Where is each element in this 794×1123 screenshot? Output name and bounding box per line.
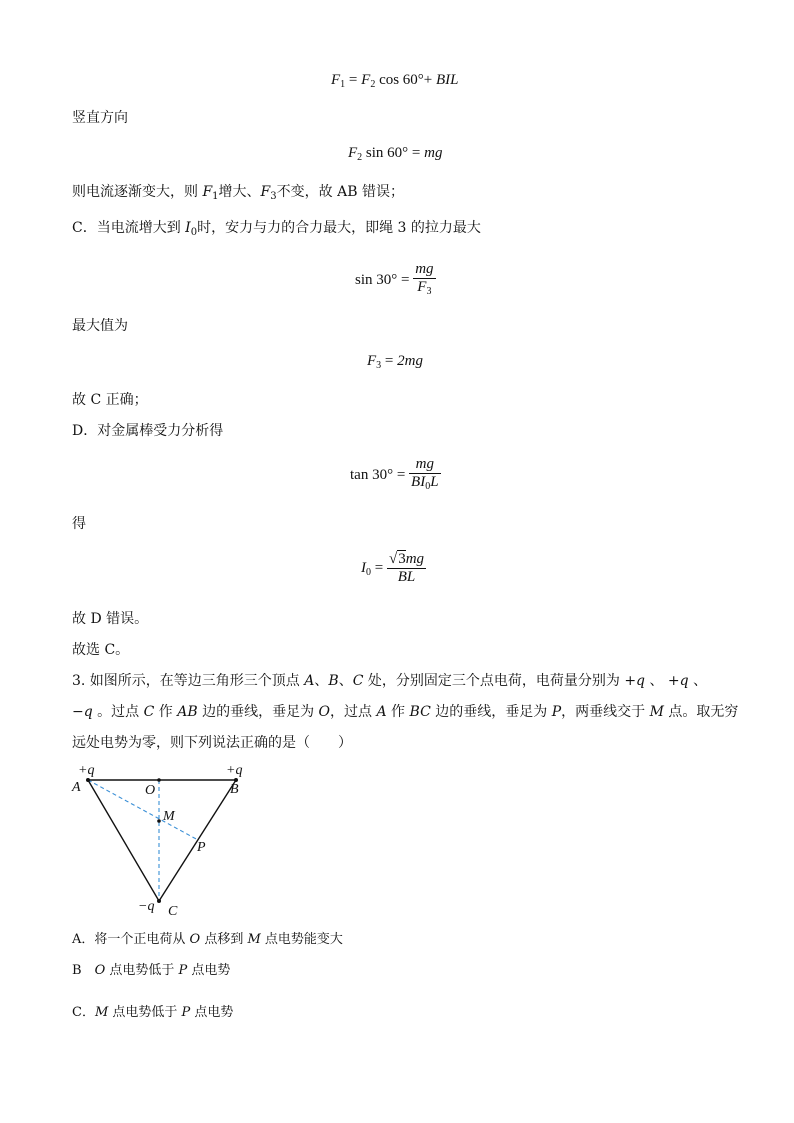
text-run: 处，分别固定三个点电荷，电荷量分别为 — [363, 673, 625, 689]
charge-label-b: +q — [226, 763, 243, 778]
symbol: P — [551, 704, 562, 720]
subscript: 3 — [270, 191, 277, 202]
symbol: O — [94, 963, 106, 978]
eq-trig: sin 30° = — [355, 271, 414, 288]
option-c — [72, 1004, 233, 1022]
symbol: F — [260, 184, 271, 200]
text-run: 边的垂线，垂足为 — [430, 704, 552, 720]
eq-trig: tan 30° = — [350, 466, 410, 483]
text-run: 点。取无穷 — [663, 704, 739, 720]
text-run: 点电势低于 — [105, 963, 179, 978]
symbol: P — [181, 1005, 191, 1020]
eq-subscript: 2 — [357, 152, 363, 163]
equation-f3-max — [367, 352, 423, 375]
side-ac — [88, 780, 159, 901]
symbol: M — [247, 932, 261, 947]
text-c-correct: 故 C 正确； — [72, 392, 148, 408]
point-label-o: O — [145, 783, 156, 798]
eq-symbol: F — [417, 279, 427, 295]
label-vertical-direction: 竖直方向 — [72, 110, 128, 126]
eq-subscript: 3 — [426, 286, 432, 297]
symbol: B — [328, 673, 339, 689]
point-o — [157, 778, 161, 782]
vertex-label-c: C — [168, 904, 178, 919]
fraction-denominator — [413, 279, 435, 300]
equation-tan30 — [350, 456, 441, 495]
paragraph-current-change — [72, 183, 404, 206]
text-run: 作 — [154, 704, 178, 720]
eq-symbol: F — [348, 145, 358, 161]
fraction — [409, 456, 441, 495]
charge-label-a: +q — [78, 763, 95, 778]
fraction — [413, 261, 435, 300]
eq-operator: = — [381, 353, 398, 369]
symbol: F — [202, 184, 213, 200]
equation-force-vertical — [348, 144, 442, 167]
subscript: 1 — [212, 191, 219, 202]
question-3-line-2 — [72, 703, 738, 721]
eq-trig: sin 60° = — [362, 145, 425, 161]
symbol: C — [143, 704, 155, 720]
symbol: M — [649, 704, 664, 720]
text-run: C． — [72, 1005, 95, 1020]
eq-symbol: F — [361, 72, 371, 88]
text-run: 、 — [338, 673, 353, 689]
question-3-line-1 — [72, 672, 707, 690]
eq-symbol: mg — [424, 145, 443, 161]
point-m — [157, 819, 161, 823]
text-run: 则电流逐渐变大，则 — [72, 184, 203, 200]
equation-i0 — [361, 551, 426, 586]
text-run: ，两垂线交于 — [561, 704, 650, 720]
eq-subscript: 0 — [425, 481, 431, 492]
eq-symbol: mg — [405, 551, 425, 567]
charge-label-c: −q — [138, 899, 155, 914]
text-run: 不变，故 AB 错误； — [276, 184, 404, 200]
symbol: M — [94, 1005, 109, 1020]
text-d-wrong: 故 D 错误。 — [72, 611, 149, 627]
paragraph-option-d-analysis: D．对金属棒受力分析得 — [72, 423, 224, 439]
triangle-figure — [68, 760, 258, 920]
text-run: 边的垂线，垂足为 — [197, 704, 319, 720]
text-run: 。过点 — [92, 704, 144, 720]
symbol: +q — [624, 673, 646, 689]
eq-subscript: 3 — [376, 360, 382, 371]
eq-symbol: F — [331, 72, 341, 88]
fraction — [387, 551, 426, 586]
question-3-line-3: 远处电势为零，则下列说法正确的是（ ） — [72, 735, 352, 751]
label-maximum-value: 最大值为 — [72, 318, 128, 334]
symbol: AB — [177, 704, 198, 720]
eq-symbol: BI — [411, 474, 426, 490]
paragraph-option-c-analysis — [72, 219, 481, 242]
fraction-denominator — [409, 474, 441, 495]
subscript: 0 — [190, 227, 198, 238]
label-obtain: 得 — [72, 516, 86, 532]
fraction-numerator: mg — [409, 456, 441, 474]
text-run: 、 — [688, 673, 708, 689]
equation-sin30 — [355, 261, 436, 300]
text-run: C．当电流增大到 — [72, 220, 186, 236]
perpendicular-ap — [88, 780, 198, 840]
symbol: O — [189, 932, 201, 947]
eq-symbol: 2mg — [397, 353, 423, 369]
eq-symbol: I — [361, 559, 366, 576]
eq-operator: = — [371, 559, 387, 576]
fraction-numerator: mg — [415, 261, 434, 277]
symbol: A — [304, 673, 315, 689]
symbol: C — [352, 673, 364, 689]
text-run: A．将一个正电荷从 — [72, 932, 190, 947]
symbol: O — [318, 704, 331, 720]
text-run: 作 — [386, 704, 410, 720]
equation-force-horizontal — [331, 71, 459, 94]
eq-trig: cos 60°+ — [375, 72, 437, 88]
sqrt-radicand: 3 — [398, 551, 406, 567]
text-run: B — [72, 963, 95, 978]
text-run: 时，安力与力的合力最大，即绳 3 的拉力最大 — [197, 220, 481, 236]
vertex-label-b: B — [230, 782, 239, 797]
text-run: 3. 如图所示，在等边三角形三个顶点 — [72, 673, 305, 689]
fraction-denominator: BL — [397, 569, 416, 585]
symbol: +q — [667, 673, 689, 689]
symbol: BC — [409, 704, 431, 720]
text-run: 、 — [645, 673, 668, 689]
symbol: P — [178, 963, 188, 978]
eq-symbol: L — [430, 474, 439, 490]
text-answer-choice: 故选 C。 — [72, 642, 130, 658]
text-run: ，过点 — [330, 704, 377, 720]
eq-subscript: 1 — [340, 79, 346, 90]
text-run: 点电势 — [187, 963, 231, 978]
eq-subscript: 0 — [366, 566, 371, 578]
option-b — [72, 962, 230, 980]
symbol: A — [376, 704, 387, 720]
eq-symbol: BIL — [436, 72, 459, 88]
point-label-m: M — [163, 809, 175, 824]
text-run: 、 — [314, 673, 329, 689]
eq-operator: = — [345, 72, 362, 88]
text-run: 点电势低于 — [108, 1005, 182, 1020]
eq-symbol: F — [367, 353, 377, 369]
text-run: 点移到 — [200, 932, 248, 947]
text-run: 点电势 — [190, 1005, 234, 1020]
symbol: I — [185, 220, 191, 236]
option-a — [72, 931, 343, 949]
text-run: 点电势能变大 — [260, 932, 343, 947]
point-c — [157, 899, 161, 903]
vertex-label-a: A — [72, 780, 81, 795]
point-label-p: P — [197, 840, 206, 855]
symbol: −q — [72, 704, 93, 720]
fraction-numerator: √3mg — [388, 551, 425, 567]
text-run: 增大、 — [218, 184, 261, 200]
point-a — [86, 778, 90, 782]
eq-subscript: 2 — [370, 79, 376, 90]
